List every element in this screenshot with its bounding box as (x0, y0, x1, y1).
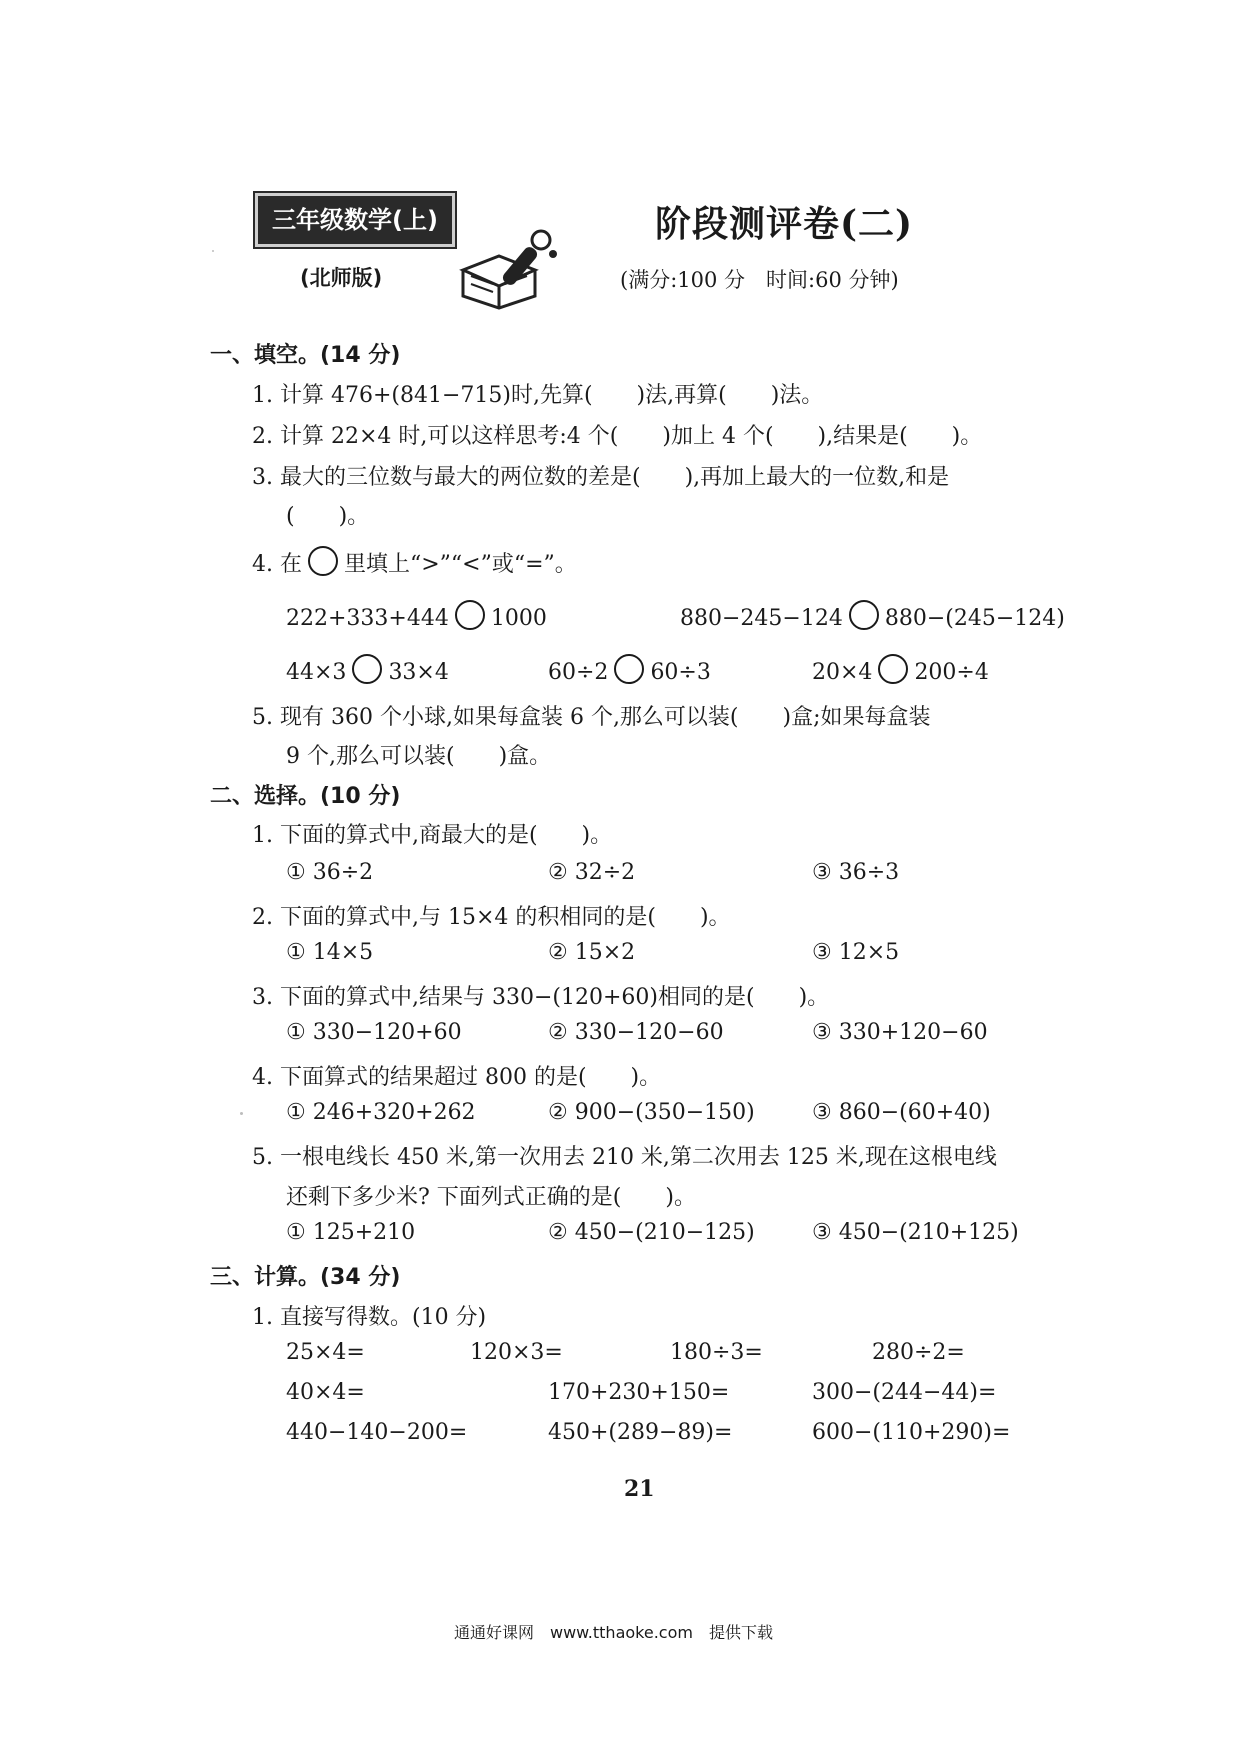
calc-item[interactable]: 170+230+150= (548, 1380, 730, 1405)
answer-circle-icon[interactable] (352, 654, 382, 684)
compare-left: 20×4 (812, 660, 873, 685)
s2-q4-option-2[interactable]: ② 900−(350−150) (548, 1100, 755, 1125)
q4-intro-prefix: 4. 在 (252, 552, 302, 577)
s2-q3-option-2[interactable]: ② 330−120−60 (548, 1020, 724, 1045)
score-time-info: (满分:100 分 时间:60 分钟) (620, 268, 899, 292)
s1-question-1: 1. 计算 476+(841−715)时,先算( )法,再算( )法。 (252, 383, 824, 408)
compare-right: 60÷3 (650, 660, 711, 685)
s2-question-5-line-2: 还剩下多少米? 下面列式正确的是( )。 (286, 1185, 696, 1210)
s2-q1-option-1[interactable]: ① 36÷2 (286, 860, 374, 885)
calc-item[interactable]: 600−(110+290)= (812, 1420, 1011, 1445)
s2-q4-option-1[interactable]: ① 246+320+262 (286, 1100, 476, 1125)
s2-q2-option-1[interactable]: ① 14×5 (286, 940, 374, 965)
compare-item-1 (286, 600, 547, 631)
answer-circle-icon[interactable] (455, 600, 485, 630)
s2-question-2: 2. 下面的算式中,与 15×4 的积相同的是( )。 (252, 905, 731, 930)
compare-left: 222+333+444 (286, 606, 449, 631)
s2-q4-option-3[interactable]: ③ 860−(60+40) (812, 1100, 991, 1125)
compare-circle-icon (308, 546, 338, 576)
s2-question-5-line-1: 5. 一根电线长 450 米,第一次用去 210 米,第二次用去 125 米,现在这根电线 (252, 1145, 997, 1170)
compare-left: 60÷2 (548, 660, 609, 685)
s1-question-5-line-2: 9 个,那么可以装( )盒。 (286, 744, 552, 769)
page-title: 阶段测评卷(二) (655, 203, 914, 245)
compare-left: 880−245−124 (680, 606, 843, 631)
s2-q1-option-3[interactable]: ③ 36÷3 (812, 860, 900, 885)
compare-item-4 (548, 654, 711, 685)
calc-item[interactable]: 40×4= (286, 1380, 365, 1405)
s1-question-3-line-1: 3. 最大的三位数与最大的两位数的差是( ),再加上最大的一位数,和是 (252, 465, 950, 490)
calc-item[interactable]: 450+(289−89)= (548, 1420, 733, 1445)
s2-q5-option-2[interactable]: ② 450−(210−125) (548, 1220, 755, 1245)
s2-q3-option-3[interactable]: ③ 330+120−60 (812, 1020, 988, 1045)
calc-item[interactable]: 280÷2= (872, 1340, 965, 1365)
s2-q1-option-2[interactable]: ② 32÷2 (548, 860, 636, 885)
calc-item[interactable]: 120×3= (470, 1340, 563, 1365)
edition-label: (北师版) (300, 266, 383, 290)
s2-q5-option-3[interactable]: ③ 450−(210+125) (812, 1220, 1019, 1245)
calc-item[interactable]: 25×4= (286, 1340, 365, 1365)
s2-q2-option-3[interactable]: ③ 12×5 (812, 940, 900, 965)
compare-item-5 (812, 654, 989, 685)
scan-speck (212, 250, 214, 252)
s2-q2-option-2[interactable]: ② 15×2 (548, 940, 636, 965)
s3-question-1: 1. 直接写得数。(10 分) (252, 1305, 487, 1330)
answer-circle-icon[interactable] (878, 654, 908, 684)
s1-question-2: 2. 计算 22×4 时,可以这样思考:4 个( )加上 4 个( ),结果是( )。 (252, 424, 983, 449)
s1-question-4-intro (252, 546, 577, 578)
grade-label: 三年级数学(上) (255, 193, 455, 247)
section-1-heading: 一、填空。(14 分) (210, 343, 401, 368)
q4-intro-suffix: 里填上“>”“<”或“=”。 (343, 552, 577, 577)
compare-right: 200÷4 (914, 660, 989, 685)
compare-right: 1000 (490, 606, 547, 631)
compare-right: 33×4 (388, 660, 449, 685)
compare-item-3 (286, 654, 449, 685)
page-number: 21 (624, 1476, 655, 1502)
download-footer: 通通好课网 www.tthaoke.com 提供下载 (454, 1623, 773, 1642)
scan-speck (240, 1112, 243, 1115)
s2-q5-option-1[interactable]: ① 125+210 (286, 1220, 416, 1245)
s2-q3-option-1[interactable]: ① 330−120+60 (286, 1020, 462, 1045)
s2-question-1: 1. 下面的算式中,商最大的是( )。 (252, 823, 613, 848)
answer-circle-icon[interactable] (614, 654, 644, 684)
s1-question-3-line-2: ( )。 (286, 504, 370, 529)
calc-item[interactable]: 180÷3= (670, 1340, 763, 1365)
book-and-pencil-icon (455, 226, 565, 310)
calc-item[interactable]: 300−(244−44)= (812, 1380, 997, 1405)
s2-question-3: 3. 下面的算式中,结果与 330−(120+60)相同的是( )。 (252, 985, 830, 1010)
answer-circle-icon[interactable] (849, 600, 879, 630)
s2-question-4: 4. 下面算式的结果超过 800 的是( )。 (252, 1065, 662, 1090)
compare-right: 880−(245−124) (884, 606, 1065, 631)
compare-item-2 (680, 600, 1065, 631)
compare-left: 44×3 (286, 660, 347, 685)
calc-item[interactable]: 440−140−200= (286, 1420, 468, 1445)
section-2-heading: 二、选择。(10 分) (210, 784, 401, 809)
section-3-heading: 三、计算。(34 分) (210, 1265, 401, 1290)
s1-question-5-line-1: 5. 现有 360 个小球,如果每盒装 6 个,那么可以装( )盒;如果每盒装 (252, 705, 931, 730)
